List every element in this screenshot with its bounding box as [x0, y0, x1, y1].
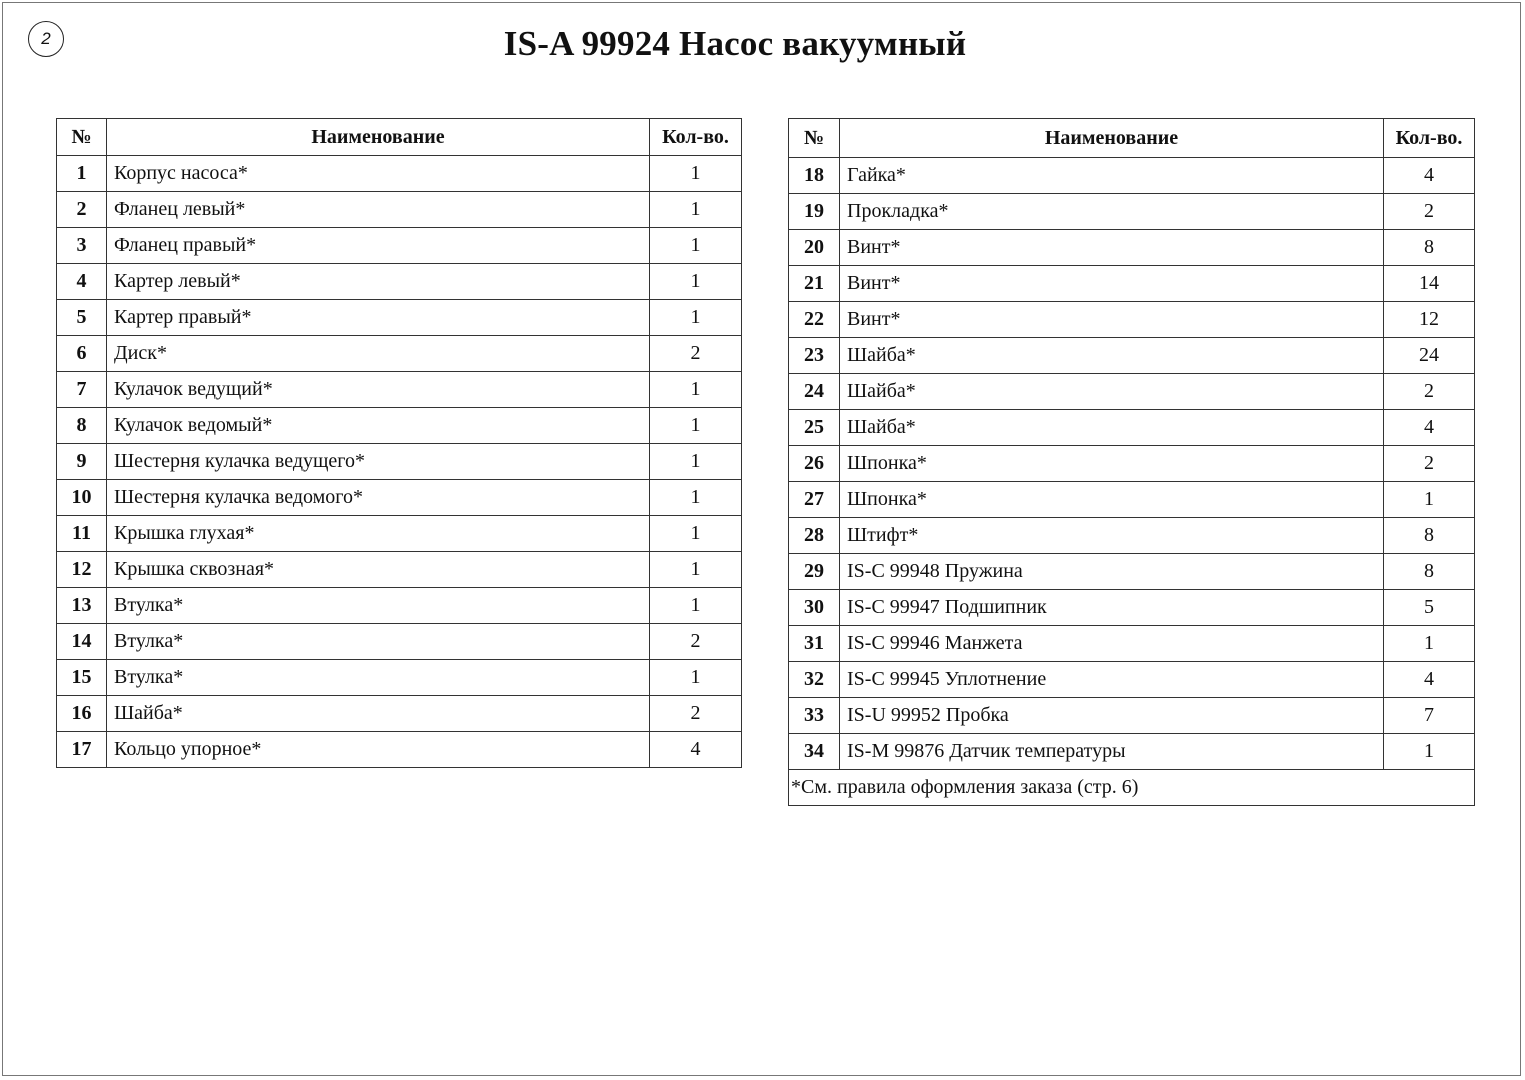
table-row	[789, 590, 1475, 626]
table-row	[57, 552, 742, 588]
table-row	[789, 662, 1475, 698]
part-number: 21	[789, 266, 840, 302]
part-number: 1	[57, 156, 107, 192]
part-quantity: 1	[650, 156, 742, 192]
table-row	[57, 696, 742, 732]
part-number: 16	[57, 696, 107, 732]
part-quantity: 2	[1384, 374, 1475, 410]
part-number: 26	[789, 446, 840, 482]
table-row	[57, 408, 742, 444]
part-number: 33	[789, 698, 840, 734]
part-number: 28	[789, 518, 840, 554]
part-number: 10	[57, 480, 107, 516]
part-name: Винт*	[840, 302, 1384, 338]
footnote: *См. правила оформления заказа (стр. 6)	[789, 770, 1475, 806]
part-name: IS-M 99876 Датчик температуры	[840, 734, 1384, 770]
part-number: 11	[57, 516, 107, 552]
table-row	[57, 372, 742, 408]
part-name: Гайка*	[840, 158, 1384, 194]
table-header-row	[57, 119, 742, 156]
table-row	[789, 734, 1475, 770]
part-number: 23	[789, 338, 840, 374]
part-name: Прокладка*	[840, 194, 1384, 230]
part-name: IS-C 99945 Уплотнение	[840, 662, 1384, 698]
part-quantity: 1	[650, 228, 742, 264]
part-quantity: 4	[1384, 410, 1475, 446]
part-name: Фланец левый*	[107, 192, 650, 228]
table-row	[789, 482, 1475, 518]
part-name: Шайба*	[840, 410, 1384, 446]
part-number: 7	[57, 372, 107, 408]
part-quantity: 1	[650, 516, 742, 552]
table-row	[789, 698, 1475, 734]
part-quantity: 1	[650, 192, 742, 228]
part-name: Шпонка*	[840, 482, 1384, 518]
header-num: №	[789, 119, 840, 158]
part-number: 18	[789, 158, 840, 194]
part-name: IS-C 99946 Манжета	[840, 626, 1384, 662]
part-quantity: 12	[1384, 302, 1475, 338]
header-qty: Кол-во.	[650, 119, 742, 156]
part-quantity: 1	[650, 408, 742, 444]
part-name: Фланец правый*	[107, 228, 650, 264]
part-number: 34	[789, 734, 840, 770]
table-row	[57, 444, 742, 480]
part-name: Кулачок ведущий*	[107, 372, 650, 408]
part-quantity: 1	[1384, 734, 1475, 770]
part-name: Кулачок ведомый*	[107, 408, 650, 444]
part-name: Диск*	[107, 336, 650, 372]
part-number: 14	[57, 624, 107, 660]
part-quantity: 8	[1384, 230, 1475, 266]
part-name: Шестерня кулачка ведомого*	[107, 480, 650, 516]
part-quantity: 1	[1384, 626, 1475, 662]
part-name: IS-U 99952 Пробка	[840, 698, 1384, 734]
part-name: Втулка*	[107, 588, 650, 624]
table-row	[789, 302, 1475, 338]
part-name: Картер правый*	[107, 300, 650, 336]
part-name: Штифт*	[840, 518, 1384, 554]
table-row	[57, 300, 742, 336]
table-row	[57, 228, 742, 264]
part-quantity: 1	[650, 300, 742, 336]
table-row	[789, 194, 1475, 230]
part-number: 32	[789, 662, 840, 698]
table-row	[57, 156, 742, 192]
table-row	[57, 336, 742, 372]
table-row	[789, 158, 1475, 194]
part-number: 24	[789, 374, 840, 410]
part-number: 31	[789, 626, 840, 662]
part-name: Картер левый*	[107, 264, 650, 300]
part-quantity: 4	[1384, 158, 1475, 194]
part-number: 25	[789, 410, 840, 446]
header-qty: Кол-во.	[1384, 119, 1475, 158]
part-number: 9	[57, 444, 107, 480]
part-number: 3	[57, 228, 107, 264]
table-row	[57, 192, 742, 228]
table-row	[57, 588, 742, 624]
part-name: Шайба*	[840, 338, 1384, 374]
part-number: 2	[57, 192, 107, 228]
part-number: 22	[789, 302, 840, 338]
part-quantity: 7	[1384, 698, 1475, 734]
part-quantity: 1	[650, 552, 742, 588]
part-quantity: 4	[650, 732, 742, 768]
table-row	[789, 626, 1475, 662]
part-quantity: 14	[1384, 266, 1475, 302]
part-quantity: 1	[650, 372, 742, 408]
part-quantity: 1	[650, 264, 742, 300]
part-quantity: 1	[650, 480, 742, 516]
part-name: IS-C 99947 Подшипник	[840, 590, 1384, 626]
part-number: 5	[57, 300, 107, 336]
header-name: Наименование	[107, 119, 650, 156]
header-num: №	[57, 119, 107, 156]
table-row	[789, 230, 1475, 266]
parts-table-left	[56, 118, 742, 768]
footnote-row	[789, 770, 1475, 806]
table-row	[789, 554, 1475, 590]
part-number: 30	[789, 590, 840, 626]
table-row	[57, 264, 742, 300]
part-name: Крышка глухая*	[107, 516, 650, 552]
part-name: Шпонка*	[840, 446, 1384, 482]
part-number: 19	[789, 194, 840, 230]
table-row	[789, 338, 1475, 374]
part-name: Крышка сквозная*	[107, 552, 650, 588]
table-row	[789, 446, 1475, 482]
part-quantity: 2	[650, 336, 742, 372]
part-name: Втулка*	[107, 624, 650, 660]
table-row	[57, 516, 742, 552]
part-number: 15	[57, 660, 107, 696]
part-name: IS-C 99948 Пружина	[840, 554, 1384, 590]
part-name: Втулка*	[107, 660, 650, 696]
part-number: 17	[57, 732, 107, 768]
page-number: 2	[41, 29, 51, 48]
part-quantity: 2	[650, 696, 742, 732]
table-row	[57, 732, 742, 768]
part-number: 27	[789, 482, 840, 518]
part-quantity: 1	[650, 444, 742, 480]
part-quantity: 1	[650, 660, 742, 696]
part-number: 4	[57, 264, 107, 300]
part-number: 8	[57, 408, 107, 444]
part-name: Шестерня кулачка ведущего*	[107, 444, 650, 480]
table-header-row	[789, 119, 1475, 158]
part-quantity: 2	[1384, 194, 1475, 230]
table-row	[789, 266, 1475, 302]
part-number: 13	[57, 588, 107, 624]
part-name: Шайба*	[840, 374, 1384, 410]
table-row	[789, 374, 1475, 410]
parts-table-right	[788, 118, 1475, 806]
page-title: IS-A 99924 Насос вакуумный	[503, 24, 967, 63]
table-row	[789, 518, 1475, 554]
part-quantity: 8	[1384, 554, 1475, 590]
part-quantity: 1	[1384, 482, 1475, 518]
part-number: 29	[789, 554, 840, 590]
part-name: Кольцо упорное*	[107, 732, 650, 768]
part-quantity: 2	[1384, 446, 1475, 482]
part-name: Корпус насоса*	[107, 156, 650, 192]
part-number: 20	[789, 230, 840, 266]
part-number: 6	[57, 336, 107, 372]
table-row	[57, 480, 742, 516]
part-quantity: 8	[1384, 518, 1475, 554]
part-quantity: 1	[650, 588, 742, 624]
part-quantity: 24	[1384, 338, 1475, 374]
part-quantity: 4	[1384, 662, 1475, 698]
part-name: Винт*	[840, 230, 1384, 266]
part-name: Винт*	[840, 266, 1384, 302]
part-number: 12	[57, 552, 107, 588]
part-quantity: 2	[650, 624, 742, 660]
part-name: Шайба*	[107, 696, 650, 732]
table-row	[789, 410, 1475, 446]
table-row	[57, 660, 742, 696]
table-row	[57, 624, 742, 660]
header-name: Наименование	[840, 119, 1384, 158]
part-quantity: 5	[1384, 590, 1475, 626]
